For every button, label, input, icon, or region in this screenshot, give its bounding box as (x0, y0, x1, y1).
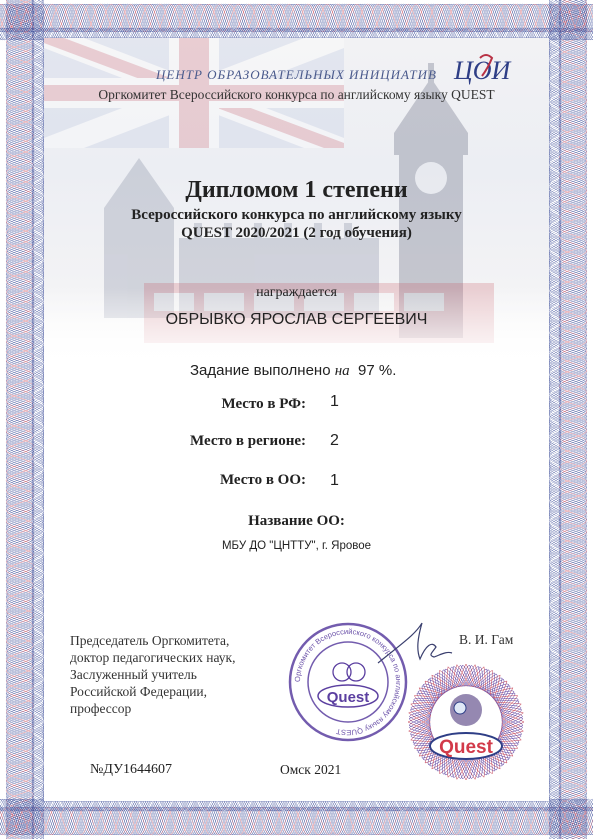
place-region-value: 2 (330, 432, 339, 449)
chairman-line: профессор (70, 701, 132, 716)
task-value: 97 (358, 362, 375, 379)
cei-logo-icon (450, 52, 530, 86)
contest-name: Всероссийского конкурса по английскому языку (131, 207, 462, 223)
diploma-title: Дипломом 1 степени (185, 177, 408, 203)
signer-name: В. И. Гам (459, 632, 514, 647)
task-unit: %. (378, 362, 397, 379)
task-on: на (334, 363, 350, 379)
stamp-ring-text: Оргкомитет Всероссийского конкурса по английскому языку QUEST (292, 626, 404, 738)
awarded-label: награждается (256, 285, 337, 300)
stamp-center-text: Quest (326, 689, 370, 706)
chairman-line: Заслуженный учитель (70, 667, 197, 682)
contest-edition: QUEST 2020/2021 (2 год обучения) (181, 225, 412, 241)
chairman-line: доктор педагогических наук, (70, 650, 236, 665)
quest-logo-text: Quest (439, 737, 493, 758)
school-name: МБУ ДО "ЦНТТУ", г. Яровое (221, 540, 372, 552)
place-school-value: 1 (330, 472, 339, 489)
task-prefix: Задание выполнено (190, 362, 331, 379)
city-year: Омск 2021 (280, 762, 342, 777)
task-result (190, 362, 396, 380)
diploma-number: №ДУ1644607 (90, 762, 172, 777)
place-rf-label: Место в РФ: (221, 396, 306, 412)
place-rf-value: 1 (330, 393, 339, 410)
cei-logo-text: ЦОИ (454, 56, 511, 85)
recipient-name: ОБРЫВКО ЯРОСЛАВ СЕРГЕЕВИЧ (165, 311, 428, 328)
school-label: Название ОО: (248, 513, 345, 529)
quest-logo-icon (396, 652, 536, 792)
place-school-label: Место в ОО: (219, 472, 306, 488)
chairman-credentials (70, 632, 235, 717)
place-region-label: Место в регионе: (190, 433, 306, 449)
chairman-line: Российской Федерации, (70, 684, 208, 699)
chairman-line: Председатель Оргкомитета, (70, 633, 230, 648)
organizing-committee: Оргкомитет Всероссийского конкурса по английскому языку QUEST (98, 87, 495, 102)
organization-center-name: ЦЕНТР ОБРАЗОВАТЕЛЬНЫХ ИНИЦИАТИВ (156, 67, 437, 82)
